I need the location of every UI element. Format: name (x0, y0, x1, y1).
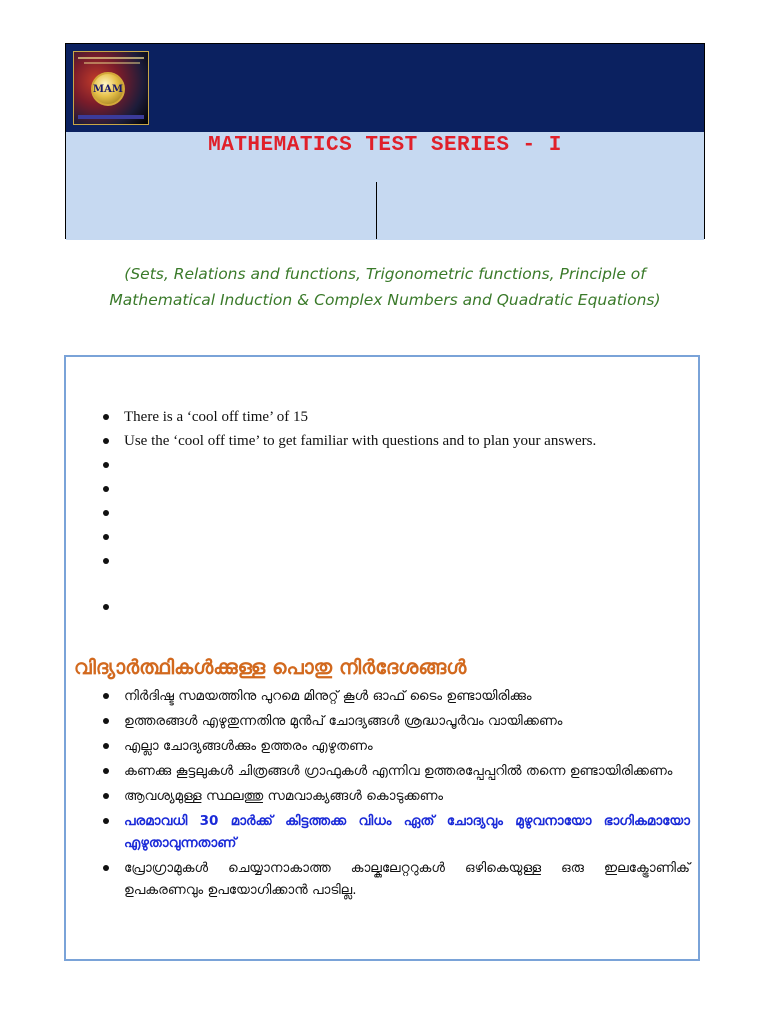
list-item: എല്ലാ ചോദ്യങ്ങൾക്കും ഉത്തരം എഴുതണം (100, 735, 690, 757)
list-item: Use the ‘cool off time’ to get familiar with questions and to plan your answers. (100, 429, 596, 453)
malayalam-heading: വിദ്യാർത്ഥികൾക്കുള്ള പൊതു നിർദേശങ്ങൾ (74, 655, 467, 679)
list-item (100, 549, 596, 573)
list-item (100, 525, 596, 549)
syllabus-subtitle (60, 261, 710, 313)
header-divider (376, 182, 377, 239)
list-item: ആവശ്യമുള്ള സ്ഥലത്തു സമവാക്യങ്ങൾ കൊടുക്കണം (100, 785, 690, 807)
logo-text: MAM (93, 83, 123, 95)
header-table (65, 43, 705, 239)
logo-decoration (84, 62, 140, 64)
subtitle-line: (Sets, Relations and functions, Trigonometric functions, Principle of (124, 265, 646, 283)
mam-logo (73, 51, 149, 125)
list-item: കണക്കു കൂട്ടലുകൾ ചിത്രങ്ങൾ ഗ്രാഫുകൾ എന്നിവ ഉത്തരപ്പേപ്പറിൽ തന്നെ ഉണ്ടായിരിക്കണം (100, 760, 690, 782)
logo-decoration (78, 57, 144, 59)
list-item (100, 501, 596, 525)
list-item (100, 595, 596, 619)
subtitle-line: Mathematical Induction & Complex Numbers and Quadratic Equations) (109, 291, 661, 309)
list-item: പ്രോഗ്രാമുകൾ ചെയ്യാനാകാത്ത കാല്കുലേറ്ററുകൾ ഒഴികെയുള്ള ഒരു ഇലക്ട്രോണിക് ഉപകരണവും ഉപയോഗിക്കാൻ പാടില്ല. (100, 857, 690, 901)
logo-decoration (78, 115, 144, 119)
header-banner (66, 44, 704, 132)
list-item: നിർദിഷ്ട സമയത്തിനു പുറമെ മിനുറ്റ് കൂൾ ഓഫ് ടൈം ഉണ്ടായിരിക്കും (100, 685, 690, 707)
list-item-highlight: പരമാവധി 30 മാർക്ക് കിട്ടത്തക്ക വിധം ഏത് ചോദ്യവും മുഴുവനായോ ഭാഗികമായോ എഴുതാവുന്നതാണ് (100, 810, 690, 854)
list-item (100, 477, 596, 501)
list-item: There is a ‘cool off time’ of 15 (100, 405, 596, 429)
list-item: ഉത്തരങ്ങൾ എഴുതുന്നതിനു മുൻപ് ചോദ്യങ്ങൾ ശ്രദ്ധാപൂർവം വായിക്കണം (100, 710, 690, 732)
list-item (100, 453, 596, 477)
malayalam-instructions (100, 685, 690, 904)
english-instructions (100, 405, 596, 619)
page-title: MATHEMATICS TEST SERIES - I (208, 134, 562, 157)
logo-emblem (91, 72, 125, 106)
